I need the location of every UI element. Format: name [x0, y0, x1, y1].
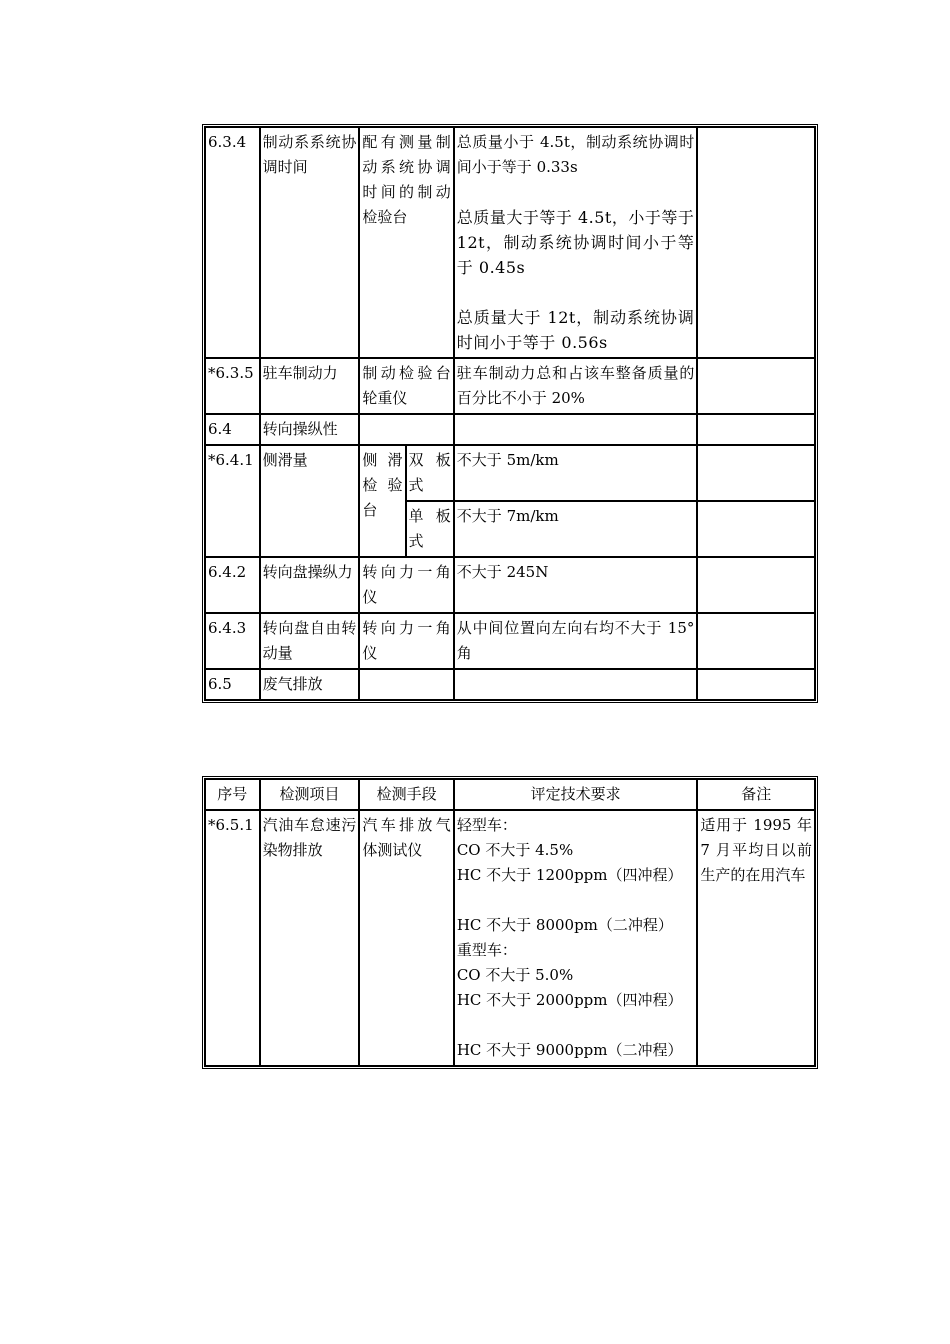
cell-method — [359, 414, 453, 445]
table-row — [205, 445, 815, 501]
requirement-line: HC 不大于 8000pm（二冲程） — [456, 916, 673, 934]
requirement-line: 轻型车： — [456, 816, 517, 834]
table-row — [205, 127, 815, 358]
cell-method: 转向力一角仪 — [359, 557, 453, 613]
table-row — [205, 358, 815, 414]
requirement-line: HC 不大于 1200ppm（四冲程） — [456, 866, 683, 884]
cell-no: 6.4.3 — [205, 613, 260, 669]
requirement-line: CO 不大于 5.0% — [456, 966, 574, 984]
cell-requirement — [454, 810, 698, 1066]
cell-method: 侧滑检验台 — [359, 445, 405, 557]
table-row — [205, 810, 815, 1066]
cell-no: 6.3.4 — [205, 127, 260, 358]
requirement-line — [457, 888, 695, 913]
header-item: 检测项目 — [260, 779, 360, 810]
cell-note — [697, 445, 815, 501]
cell-requirement: 驻车制动力总和占该车整备质量的百分比不小于 20% — [454, 358, 698, 414]
cell-method — [359, 669, 453, 700]
cell-item: 侧滑量 — [260, 445, 360, 557]
requirement-line: 总质量小于 4.5t，制动系统协调时间小于等于 0.33s — [456, 133, 695, 176]
cell-no: 6.4.2 — [205, 557, 260, 613]
header-requirement: 评定技术要求 — [454, 779, 698, 810]
cell-requirement: 不大于 245N — [454, 557, 698, 613]
table-row — [205, 414, 815, 445]
cell-note — [697, 669, 815, 700]
table-row — [205, 669, 815, 700]
cell-no: *6.4.1 — [205, 445, 260, 557]
cell-note: 适用于 1995 年 7 月平均日以前生产的在用汽车 — [697, 810, 815, 1066]
table-header-row — [205, 779, 815, 810]
cell-item: 转向操纵性 — [260, 414, 360, 445]
cell-requirement — [454, 414, 698, 445]
table-row — [205, 557, 815, 613]
cell-method: 转向力一角仪 — [359, 613, 453, 669]
cell-item: 汽油车怠速污染物排放 — [260, 810, 360, 1066]
cell-note — [697, 358, 815, 414]
cell-item: 转向盘操纵力 — [260, 557, 360, 613]
cell-item: 驻车制动力 — [260, 358, 360, 414]
cell-note — [697, 501, 815, 557]
table-row — [205, 613, 815, 669]
cell-subtype: 单板式 — [406, 501, 454, 557]
requirement-line: 总质量大于等于 4.5t，小于等于 12t，制动系统协调时间小于等于 0.45s — [456, 208, 695, 277]
cell-no: *6.5.1 — [205, 810, 260, 1066]
cell-note — [697, 127, 815, 358]
requirement-line — [457, 1013, 695, 1038]
header-note: 备注 — [697, 779, 815, 810]
requirement-line: 重型车： — [456, 941, 517, 959]
spec-table-continued — [202, 124, 818, 703]
cell-requirement: 不大于 7m/km — [454, 501, 698, 557]
cell-item: 转向盘自由转动量 — [260, 613, 360, 669]
requirement-line: CO 不大于 4.5% — [456, 841, 574, 859]
cell-requirement: 不大于 5m/km — [454, 445, 698, 501]
cell-subtype: 双板式 — [406, 445, 454, 501]
header-no: 序号 — [205, 779, 260, 810]
cell-requirement — [454, 669, 698, 700]
cell-requirement — [454, 127, 698, 358]
cell-method: 制动检验台轮重仪 — [359, 358, 453, 414]
requirement-line: HC 不大于 2000ppm（四冲程） — [456, 991, 683, 1009]
cell-method: 配有测量制动系统协调时间的制动检验台 — [359, 127, 453, 358]
cell-requirement: 从中间位置向左向右均不大于 15°角 — [454, 613, 698, 669]
cell-item: 制动系系统协调时间 — [260, 127, 360, 358]
cell-note — [697, 414, 815, 445]
cell-no: 6.4 — [205, 414, 260, 445]
header-method: 检测手段 — [359, 779, 453, 810]
requirement-line: 总质量大于 12t，制动系统协调时间小于等于 0.56s — [456, 308, 695, 352]
emission-table — [202, 776, 818, 1069]
cell-no: *6.3.5 — [205, 358, 260, 414]
cell-note — [697, 613, 815, 669]
cell-no: 6.5 — [205, 669, 260, 700]
requirement-line: HC 不大于 9000ppm（二冲程） — [456, 1041, 683, 1059]
cell-method: 汽车排放气体测试仪 — [359, 810, 453, 1066]
cell-note — [697, 557, 815, 613]
cell-item: 废气排放 — [260, 669, 360, 700]
